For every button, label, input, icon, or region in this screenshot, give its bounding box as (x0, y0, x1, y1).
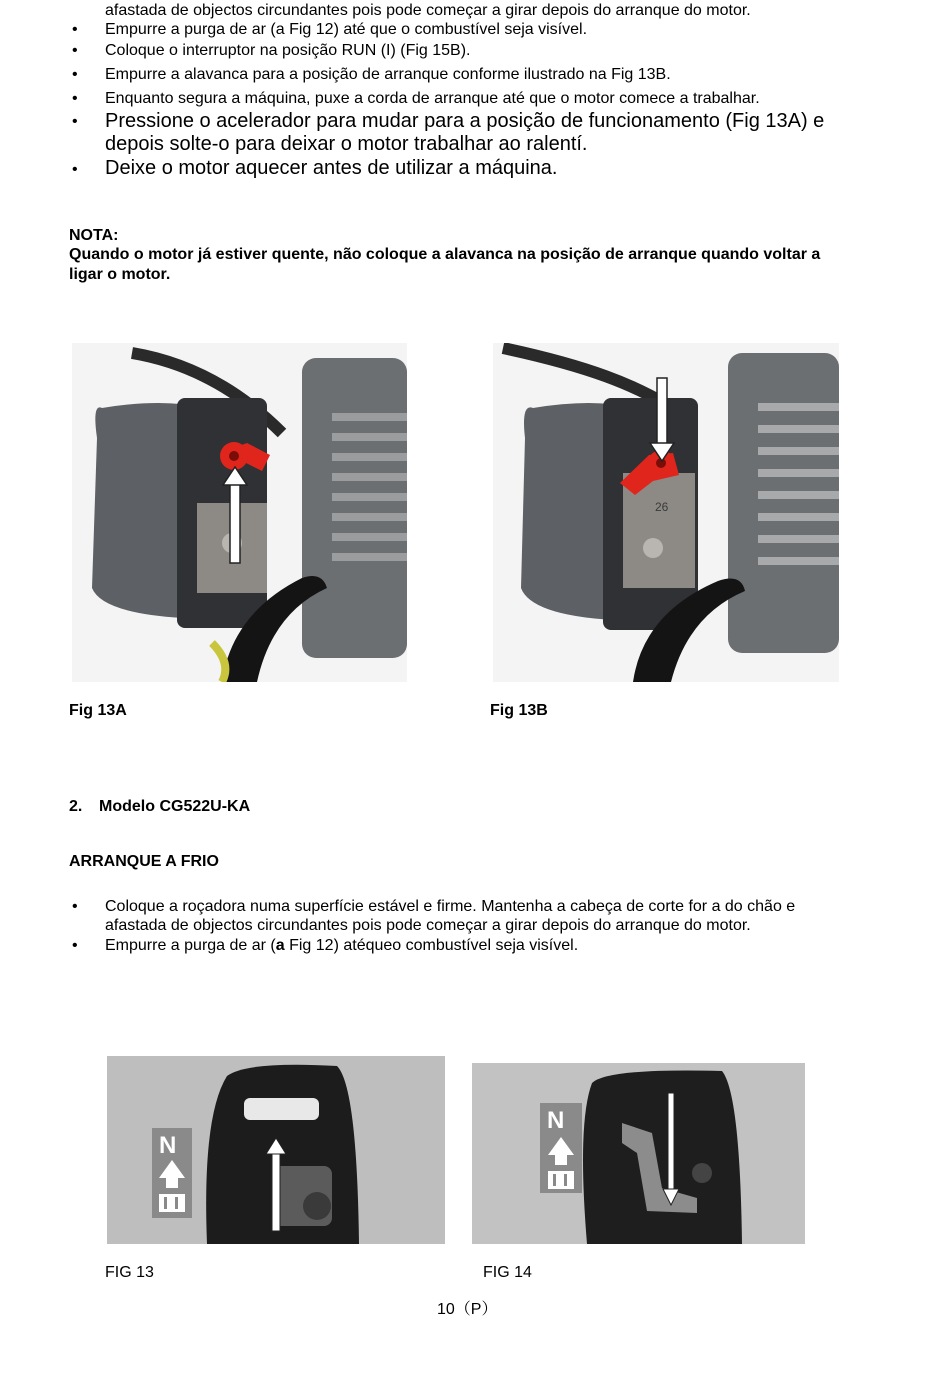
list-text: Enquanto segura a máquina, puxe a corda de arranque até que o motor comece a trabalhar. (105, 90, 760, 107)
page-number: 10（P） (437, 1301, 498, 1318)
engine-stamp: 26 (655, 500, 669, 514)
list-text: Coloque a roçadora numa superfície estável e firme. Mantenha a cabeça de corte for a do chão e (105, 898, 796, 915)
bullet-dot: • (72, 161, 78, 178)
nota-heading: NOTA: (69, 227, 119, 244)
list-text: depois solte-o para deixar o motor trabalhar ao ralentí. (105, 133, 588, 155)
bullet-dot: • (72, 66, 78, 83)
sticker-letter: N (547, 1107, 565, 1134)
nota-text: ligar o motor. (69, 266, 171, 283)
list-text (105, 937, 578, 955)
fig-13-caption: FIG 13 (105, 1264, 154, 1281)
bullet-dot: • (72, 21, 78, 38)
list-text: afastada de objectos circundantes pois pode começar a girar depois do arranque do motor. (105, 2, 751, 19)
list-text: afastada de objectos circundantes pois pode começar a girar depois do arranque do motor. (105, 917, 751, 934)
fig-13-photo (107, 1056, 445, 1244)
bullet-dot: • (72, 898, 78, 915)
sticker-letter: N (159, 1132, 177, 1159)
list-text: Deixe o motor aquecer antes de utilizar a máquina. (105, 157, 558, 179)
list-text-part: Empurre a purga de ar ( (105, 937, 276, 954)
list-text-bold: a (275, 937, 285, 954)
fig-13b-caption: Fig 13B (490, 702, 548, 719)
fig-14-photo (472, 1063, 805, 1244)
list-text: Empurre a purga de ar (a Fig 12) até que o combustível seja visível. (105, 21, 588, 38)
fig-13a-photo (72, 343, 407, 682)
fig-13b-photo (493, 343, 839, 682)
list-text-part: Fig 12) atéqueo combustível seja visível. (284, 937, 579, 954)
list-text: Coloque o interruptor na posição RUN (I) (Fig 15B). (105, 42, 471, 59)
bullet-dot: • (72, 113, 78, 130)
bullet-dot: • (72, 937, 78, 954)
bullet-dot: • (72, 90, 78, 107)
list-text: Pressione o acelerador para mudar para a posição de funcionamento (Fig 13A) e (105, 110, 825, 132)
list-text: Empurre a alavanca para a posição de arranque conforme ilustrado na Fig 13B. (105, 66, 671, 83)
fig-13a-caption: Fig 13A (69, 702, 127, 719)
section-subheading: ARRANQUE A FRIO (69, 853, 219, 870)
bullet-dot: • (72, 42, 78, 59)
nota-text: Quando o motor já estiver quente, não coloque a alavanca na posição de arranque quando voltar a (69, 246, 821, 263)
section-number: 2. (69, 798, 83, 815)
fig-14-caption: FIG 14 (483, 1264, 532, 1281)
section-title: Modelo CG522U-KA (99, 798, 251, 815)
